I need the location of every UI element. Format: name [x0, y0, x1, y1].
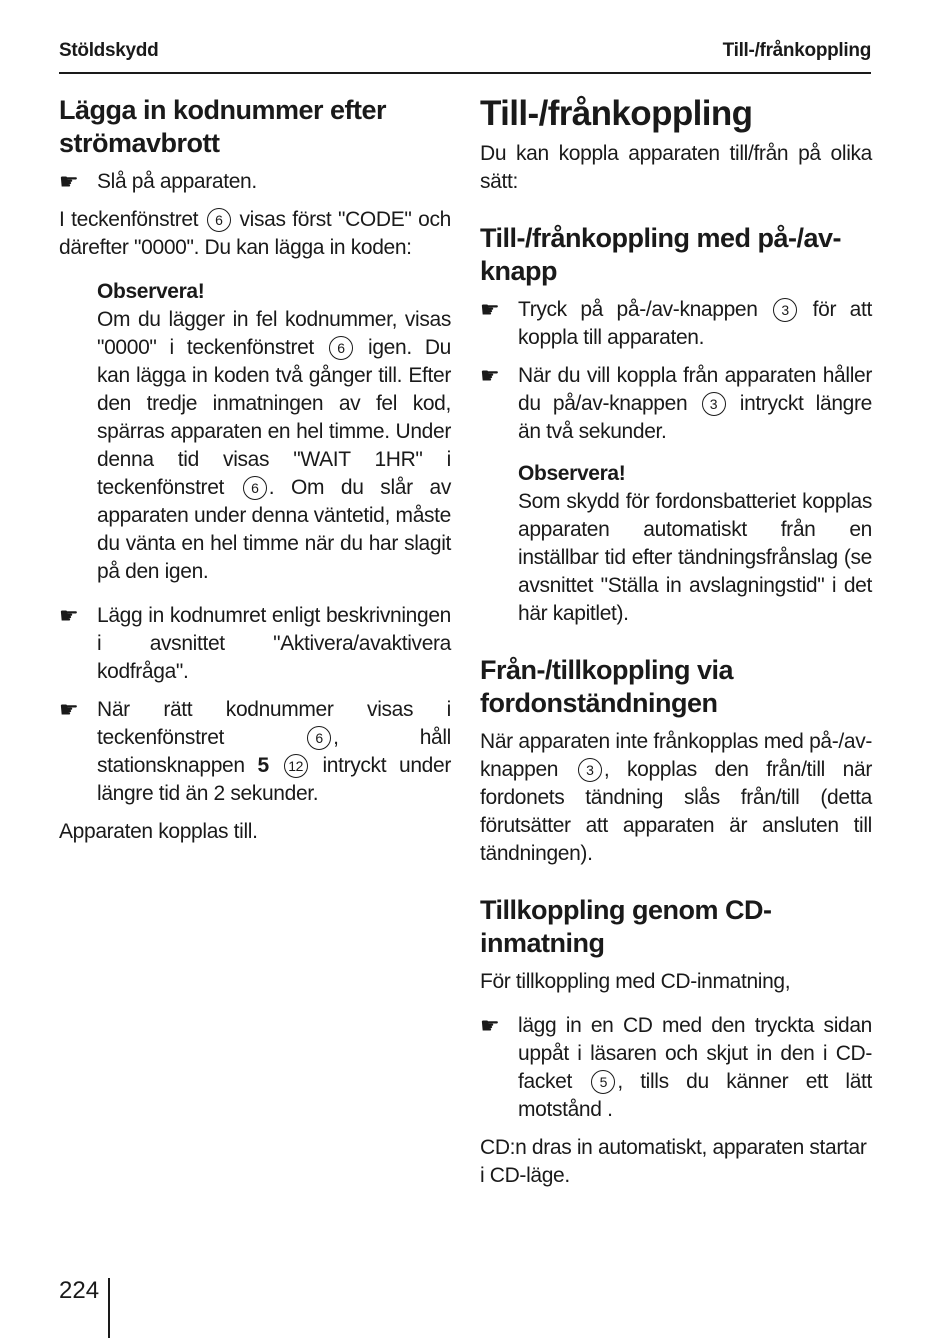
button-ref-badge: 5: [591, 1070, 615, 1094]
note-title: Observera!: [518, 462, 626, 485]
bullet-text: Tryck på på-/av-knappen 3 för att koppla till apparaten.: [518, 298, 872, 349]
bullet-text: När du vill koppla från apparaten håller du på/av-knappen 3 intryckt längre än två sekunder.: [518, 364, 872, 443]
paragraph: Du kan koppla apparaten till/från på olika sätt:: [480, 142, 872, 193]
bullet-text: Slå på apparaten.: [97, 170, 257, 193]
footer-rule: [108, 1278, 110, 1338]
note-text: Om du lägger in fel kodnummer, visas "0000" i teckenfönstret 6 igen. Du kan lägga in koden två gånger till. Efter den tredje inmatningen av fel kod, spärras apparaten en hel timme. Under denna tid visas "WAIT 1HR" i teckenfönstret 6 . Om du slår av apparaten under denna väntetid, måste du vänta en hel timme när du har slagit på den igen.: [97, 308, 451, 583]
note-box: [518, 460, 872, 628]
button-ref-badge: 6: [207, 208, 231, 232]
pointing-hand-icon: ☛: [59, 603, 79, 628]
pointing-hand-icon: ☛: [59, 697, 79, 722]
pointing-hand-icon: ☛: [59, 169, 79, 194]
paragraph: Apparaten kopplas till.: [59, 820, 258, 843]
button-ref-badge: 12: [284, 754, 308, 778]
button-ref-badge: 3: [773, 298, 797, 322]
bullet-text: Lägg in kodnumret enligt beskrivningen i avsnittet "Aktivera/avaktivera kodfråga".: [97, 604, 451, 683]
list-item: [480, 296, 872, 352]
button-ref-badge: 6: [243, 476, 267, 500]
section-title-ignition: Från-/tillkoppling via fordonständningen: [480, 655, 734, 718]
paragraph: När apparaten inte frånkopplas med på-/av-knappen 3 , kopplas den från/till när fordonets tändning slås från/till (detta förutsätter att apparaten är ansluten till tändningen).: [480, 730, 872, 865]
paragraph: I teckenfönstret 6 visas först "CODE" och därefter "0000". Du kan lägga in koden:: [59, 208, 451, 259]
button-ref-badge: 3: [578, 758, 602, 782]
note-text: Som skydd för fordonsbatteriet kopplas apparaten automatiskt från en inställbar tid efter tändningsfrånslag (se avsnittet "Ställa in avslagningstid" i det här kapitlet).: [518, 490, 872, 625]
list-item: [59, 168, 451, 196]
header-section: Stöldskydd: [59, 40, 159, 61]
list-item: [59, 602, 451, 686]
pointing-hand-icon: ☛: [480, 297, 500, 322]
page-number: 224: [59, 1277, 100, 1304]
right-column: [480, 94, 872, 1206]
list-item: [480, 1012, 872, 1124]
button-ref-badge: 6: [307, 726, 331, 750]
paragraph: För tillkoppling med CD-inmatning,: [480, 970, 791, 993]
left-column: [59, 94, 451, 862]
section-title-code-entry: Lägga in kodnummer efter strömavbrott: [59, 95, 387, 158]
pointing-hand-icon: ☛: [480, 1013, 500, 1038]
button-ref-badge: 3: [702, 392, 726, 416]
running-header: [59, 40, 871, 74]
button-ref-badge: 6: [329, 336, 353, 360]
pointing-hand-icon: ☛: [480, 363, 500, 388]
list-item: [480, 362, 872, 446]
note-box: [97, 278, 451, 586]
button-number: 5: [257, 754, 269, 777]
header-topic: Till-/frånkoppling: [722, 40, 871, 61]
bullet-text: När rätt kodnummer visas i teckenfönstret 6 , håll stationsknappen 5 12 intryckt under längre tid än 2 sekunder.: [97, 698, 451, 805]
section-title-cd-insertion: Tillkoppling genom CD-inmatning: [480, 895, 772, 958]
paragraph: CD:n dras in automatiskt, apparaten startar i CD-läge.: [480, 1136, 867, 1187]
page-title: Till-/frånkoppling: [480, 94, 753, 133]
list-item: [59, 696, 451, 808]
note-title: Observera!: [97, 280, 205, 303]
section-title-power-button: Till-/frånkoppling med på-/av-knapp: [480, 223, 842, 286]
bullet-text: lägg in en CD med den tryckta sidan uppåt i läsaren och skjut in den i CD-facket 5 , tills du känner ett lätt motstånd .: [518, 1014, 872, 1121]
